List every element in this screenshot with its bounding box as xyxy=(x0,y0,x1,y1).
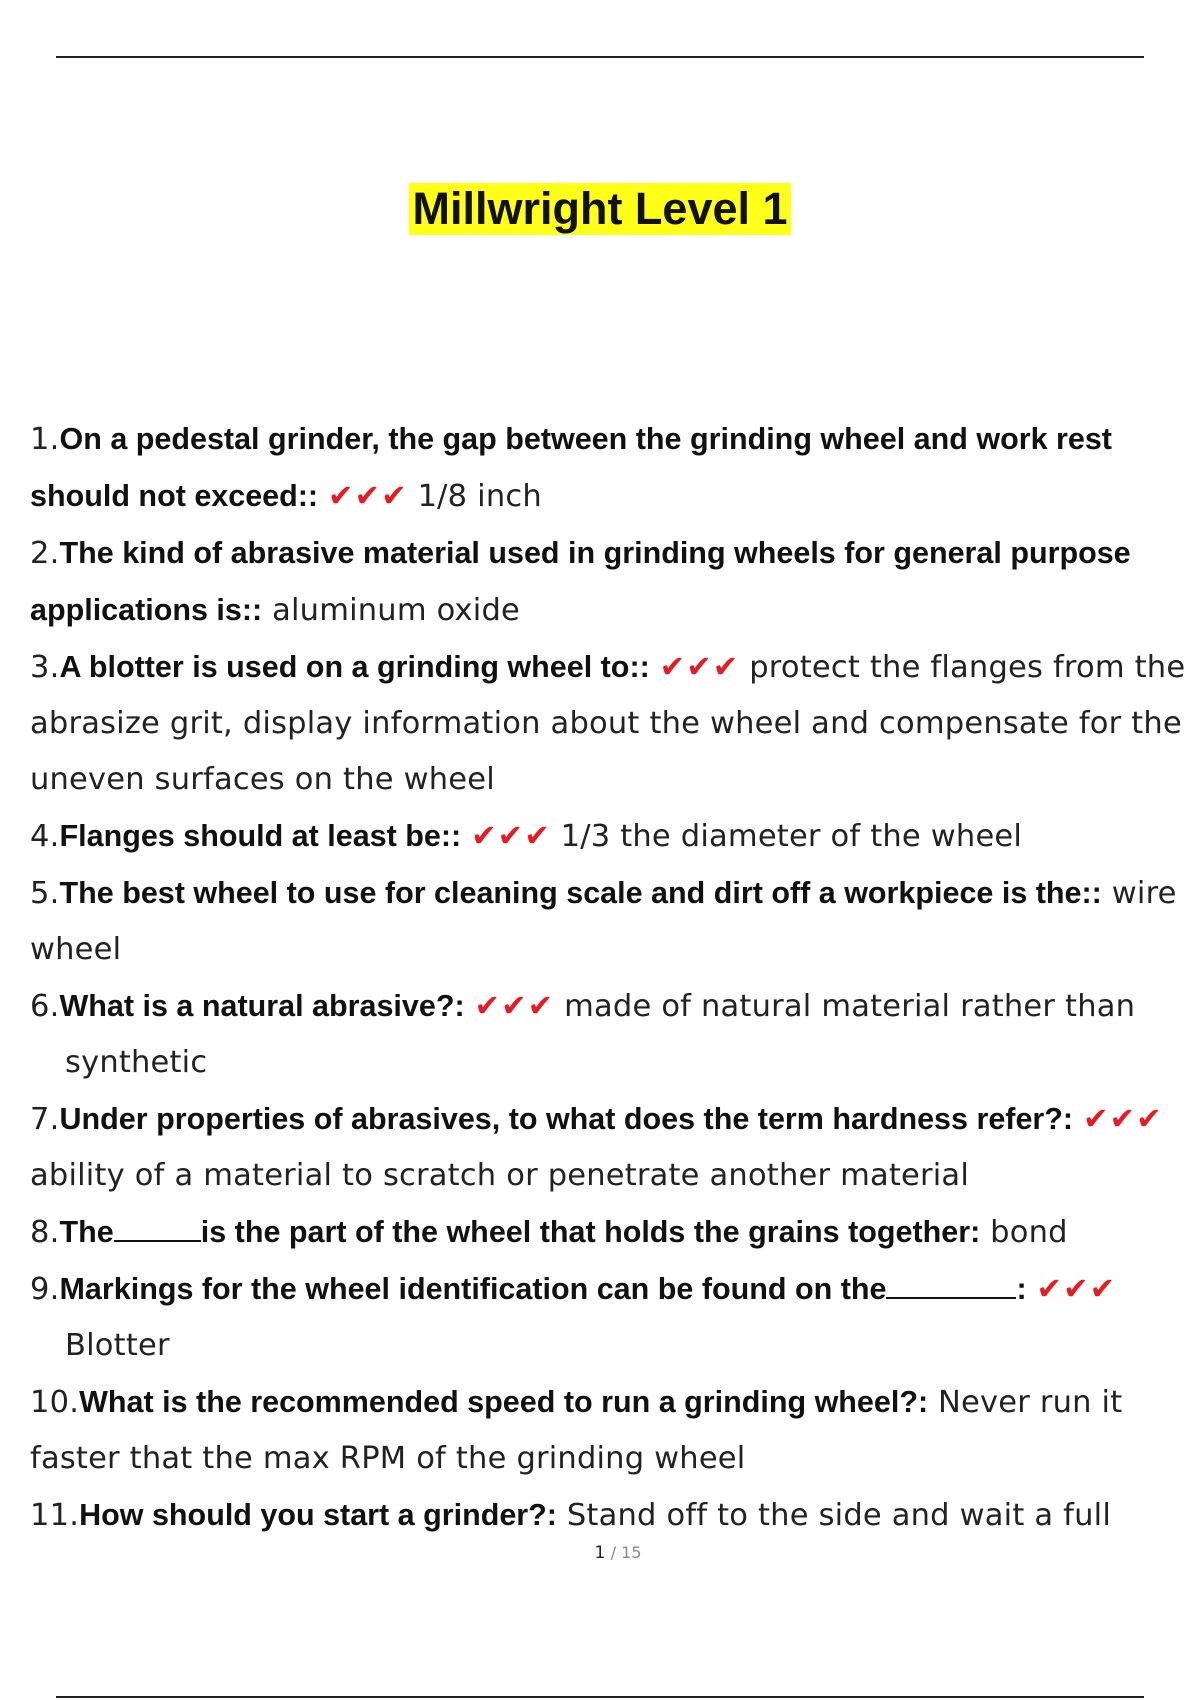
answer-text: Stand off to the side and wait a full xyxy=(566,1498,1111,1533)
check-icon: ✔✔✔ xyxy=(1036,1272,1117,1307)
check-icon: ✔✔✔ xyxy=(471,819,551,854)
fill-in-blank xyxy=(886,1271,1016,1299)
answer-text: protect the flanges from the abrasize grit, display information about the wheel and compensate for the uneven surfaces on the wheel xyxy=(30,650,1186,797)
list-item xyxy=(30,411,1190,525)
question-number: 2. xyxy=(30,536,60,571)
question-number: 3. xyxy=(30,650,60,685)
question-number: 1. xyxy=(30,422,60,457)
list-item xyxy=(30,1374,1190,1487)
question-text: The kind of abrasive material used in grinding wheels for general purpose applications is:: xyxy=(30,536,1131,627)
list-item xyxy=(30,808,1190,865)
question-text: The best wheel to use for cleaning scale and dirt off a workpiece is the:: xyxy=(59,876,1102,910)
list-item xyxy=(30,1204,1190,1261)
list-item xyxy=(30,1091,1190,1204)
list-item xyxy=(30,1261,1190,1374)
page-total: / 15 xyxy=(610,1543,642,1562)
question-text: Flanges should at least be:: xyxy=(59,819,462,853)
question-number: 7. xyxy=(30,1102,60,1137)
fill-in-blank xyxy=(114,1214,201,1242)
question-text: Under properties of abrasives, to what does the term hardness refer?: xyxy=(59,1102,1074,1136)
answer-text: made of natural material rather than synthetic xyxy=(65,989,1136,1080)
list-item xyxy=(30,639,1190,808)
check-icon: ✔✔✔ xyxy=(328,479,408,514)
question-text: On a pedestal grinder, the gap between the grinding wheel and work rest should not exceed:: xyxy=(30,422,1112,513)
list-item xyxy=(30,865,1190,978)
answer-text: 1/3 the diameter of the wheel xyxy=(560,819,1023,854)
list-item xyxy=(30,978,1190,1091)
page-current: 1 xyxy=(594,1543,606,1563)
answer-text: ability of a material to scratch or penetrate another material xyxy=(30,1158,970,1193)
question-list xyxy=(30,411,1190,1544)
bottom-rule xyxy=(56,1696,1144,1698)
question-text: A blotter is used on a grinding wheel to:: xyxy=(59,650,650,684)
answer-text: wire wheel xyxy=(30,876,1177,967)
check-icon: ✔✔✔ xyxy=(1082,1102,1163,1137)
check-icon: ✔✔✔ xyxy=(474,989,555,1024)
question-number: 4. xyxy=(30,819,60,854)
answer-text: aluminum oxide xyxy=(272,593,521,628)
list-item xyxy=(30,1487,1190,1544)
question-number: 11. xyxy=(30,1498,80,1533)
question-number: 5. xyxy=(30,876,60,911)
page-number xyxy=(0,1543,1200,1563)
question-text-end: : xyxy=(1016,1272,1027,1306)
answer-text: Never run it faster that the max RPM of the grinding wheel xyxy=(30,1385,1123,1476)
question-text-start: The xyxy=(59,1215,114,1249)
question-text: How should you start a grinder?: xyxy=(79,1498,557,1532)
question-text-start: Markings for the wheel identification can be found on the xyxy=(59,1272,887,1306)
title-container xyxy=(0,183,1200,235)
top-rule xyxy=(56,56,1144,58)
question-text-end: is the part of the wheel that holds the grains together: xyxy=(200,1215,981,1249)
question-text: What is the recommended speed to run a grinding wheel?: xyxy=(79,1385,929,1419)
question-number: 10. xyxy=(30,1385,80,1420)
answer-text: bond xyxy=(990,1215,1068,1250)
answer-text: 1/8 inch xyxy=(417,479,542,514)
question-number: 9. xyxy=(30,1272,60,1307)
question-number: 6. xyxy=(30,989,60,1024)
question-text: What is a natural abrasive?: xyxy=(59,989,465,1023)
answer-text: Blotter xyxy=(65,1328,170,1363)
document-title: Millwright Level 1 xyxy=(409,183,790,235)
question-number: 8. xyxy=(30,1215,60,1250)
list-item xyxy=(30,525,1190,639)
check-icon: ✔✔✔ xyxy=(659,650,740,685)
